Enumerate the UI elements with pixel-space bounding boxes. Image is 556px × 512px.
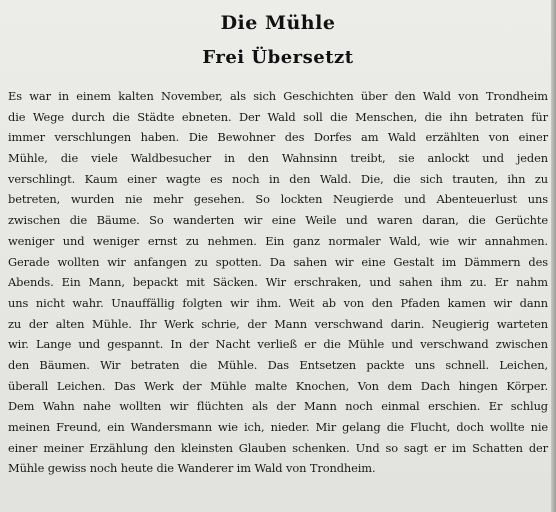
text-line: wir. Lange und gespannt. In der Nacht verließ er die Mühle und verschwand zwischen: [8, 337, 548, 352]
text-line: betreten, wurden nie mehr gesehen. So lockten Neugierde und Abenteuerlust uns: [8, 192, 548, 207]
text-line: verschlingt. Kaum einer wagte es noch in den Wald. Die, die sich trauten, ihn zu: [8, 171, 548, 186]
text-line: Gerade wollten wir anfangen zu spotten. Da sahen wir eine Gestalt im Dämmern des: [8, 254, 548, 269]
text-line: uns nicht wahr. Unauffällig folgten wir ihm. Weit ab von den Pfaden kamen wir dann: [8, 295, 548, 310]
text-line: meinen Freund, ein Wandersmann wie ich, nieder. Mir gelang die Flucht, doch wollte nie: [8, 420, 548, 434]
text-line: weniger und weniger ernst zu nehmen. Ein ganz normaler Wald, wie wir annahmen.: [8, 233, 548, 248]
text-line: Mühle, die viele Waldbesucher in den Wahnsinn treibt, sie anlockt und jeden: [8, 151, 548, 166]
text-line: Es war in einem kalten November, als sich Geschichten über den Wald von Trondheim: [8, 89, 548, 103]
text-line: Mühle gewiss noch heute die Wanderer im Wald von Trondheim.: [8, 461, 376, 476]
text-line: Abends. Ein Mann, bepackt mit Säcken. Wir erschraken, und sahen ihm zu. Er nahm: [8, 275, 548, 290]
text-line: immer verschlungen haben. Die Bewohner des Dorfes am Wald erzählten von einer: [8, 130, 548, 145]
story-body: [8, 86, 548, 479]
text-line: überall Leichen. Das Werk der Mühle malte Knochen, Von dem Dach hingen Körper.: [8, 378, 548, 393]
page-subtitle: Frei Übersetzt: [202, 47, 354, 68]
text-line: zu der alten Mühle. Ihr Werk schrie, der Mann verschwand darin. Neugierig warteten: [8, 316, 548, 331]
text-line: einer meiner Erzählung den kleinsten Glauben schenken. Und so sagt er im Schatten der: [8, 440, 548, 455]
text-line: die Wege durch die Städte ebneten. Der Wald soll die Menschen, die ihn betraten für: [8, 109, 548, 124]
page-edge-shadow: [551, 0, 556, 512]
text-line: zwischen die Bäume. So wanderten wir eine Weile und waren daran, die Gerüchte: [8, 213, 548, 228]
page-title: Die Mühle: [220, 12, 336, 34]
text-line: den Bäumen. Wir betraten die Mühle. Das Entsetzen packte uns schnell. Leichen,: [8, 357, 548, 372]
text-line: Dem Wahn nahe wollten wir flüchten als der Mann noch einmal erschien. Er schlug: [8, 399, 548, 414]
